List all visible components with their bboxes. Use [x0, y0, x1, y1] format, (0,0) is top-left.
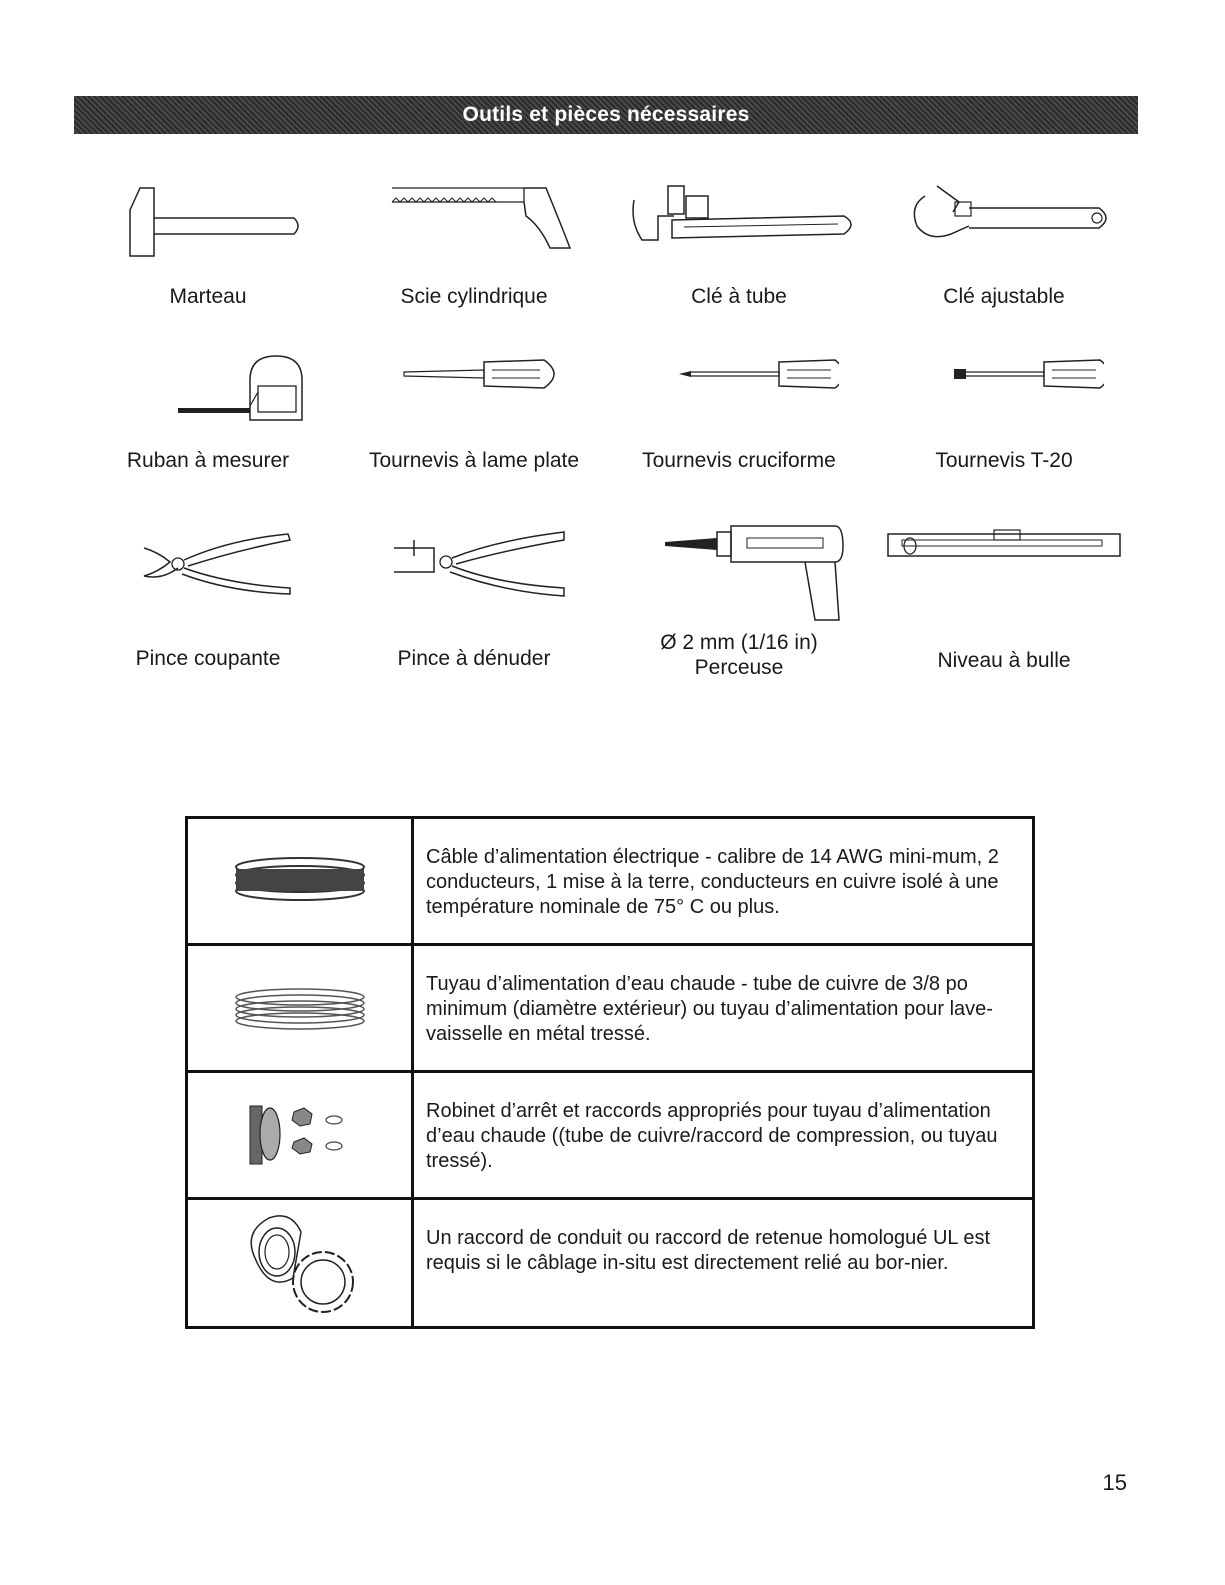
part-image-cell: [188, 819, 414, 943]
cutting-pliers-icon: [108, 526, 308, 606]
hammer-icon: [108, 182, 308, 272]
part-description: Tuyau d’alimentation d’eau chaude - tube de cuivre de 3/8 po minimum (diamètre extérieur) ou tuyau d’alimentation pour lave-vaisselle en métal tressé.: [426, 973, 993, 1045]
tool-pipe-wrench: [604, 182, 874, 309]
tool-label: Scie cylindrique: [400, 285, 548, 308]
part-description: Câble d’alimentation électrique - calibre de 14 AWG mini-mum, 2 conducteurs, 1 mise à la terre, conducteurs en cuivre isolé à une température nominale de 75° C ou plus.: [426, 846, 999, 918]
table-row: [188, 819, 1032, 946]
adjustable-wrench-icon: [889, 182, 1119, 272]
page-number: 15: [1102, 1470, 1127, 1495]
parts-table: [185, 816, 1035, 1329]
tool-label: Pince coupante: [135, 647, 281, 670]
tool-tape-measure: [73, 352, 343, 473]
tool-label: Ruban à mesurer: [126, 449, 290, 472]
tool-adjustable-wrench: [869, 182, 1139, 309]
flat-screwdriver-icon: [374, 352, 574, 412]
tool-label: Tournevis T-20: [935, 449, 1073, 472]
saw-icon: [374, 182, 574, 272]
phillips-screwdriver-icon: [639, 352, 839, 412]
tool-drill: [604, 516, 874, 680]
tape-measure-icon: [108, 352, 308, 432]
torx-screwdriver-icon: [904, 352, 1104, 412]
tool-torx-screwdriver: [869, 352, 1139, 473]
table-row: [188, 1200, 1032, 1326]
tool-label: Pince à dénuder: [397, 647, 551, 670]
tool-phillips-screwdriver: [604, 352, 874, 473]
tool-label: Marteau: [169, 285, 247, 308]
tool-cutting-pliers: [73, 526, 343, 671]
pipe-wrench-icon: [614, 182, 864, 272]
part-image-cell: [188, 946, 414, 1070]
tool-hammer: [73, 182, 343, 309]
tool-label-secondary: Perceuse: [694, 656, 784, 679]
table-row: [188, 946, 1032, 1073]
part-image-cell: [188, 1073, 414, 1197]
shutoff-valve-fittings-icon: [240, 1100, 360, 1170]
electrical-cable-icon: [230, 851, 370, 911]
section-header: [74, 96, 1138, 134]
tool-label: Clé à tube: [691, 285, 787, 308]
tool-label: Ø 2 mm (1/16 in): [660, 631, 818, 654]
tool-label: Niveau à bulle: [937, 649, 1071, 672]
wire-stripper-icon: [374, 526, 574, 606]
part-description: Robinet d’arrêt et raccords appropriés pour tuyau d’alimentation d’eau chaude ((tube de cuivre/raccord de compression, ou tuyau tressé).: [426, 1100, 998, 1172]
conduit-connector-icon: [235, 1208, 365, 1318]
drill-icon: [629, 516, 849, 626]
part-description: Un raccord de conduit ou raccord de retenue homologué UL est requis si le câblage in-situ est directement relié au bor-nier.: [426, 1227, 991, 1274]
tool-label: Tournevis cruciforme: [642, 449, 836, 472]
level-icon: [884, 526, 1124, 576]
tool-label: Tournevis à lame plate: [368, 449, 580, 472]
tool-wire-stripper: [339, 526, 609, 671]
copper-tube-icon: [230, 983, 370, 1033]
tool-saw: [339, 182, 609, 309]
section-title: Outils et pièces nécessaires: [462, 103, 750, 126]
part-image-cell: [188, 1200, 414, 1326]
table-row: [188, 1073, 1032, 1200]
tool-level: [869, 526, 1139, 673]
tool-flat-screwdriver: [339, 352, 609, 473]
tool-label: Clé ajustable: [943, 285, 1065, 308]
